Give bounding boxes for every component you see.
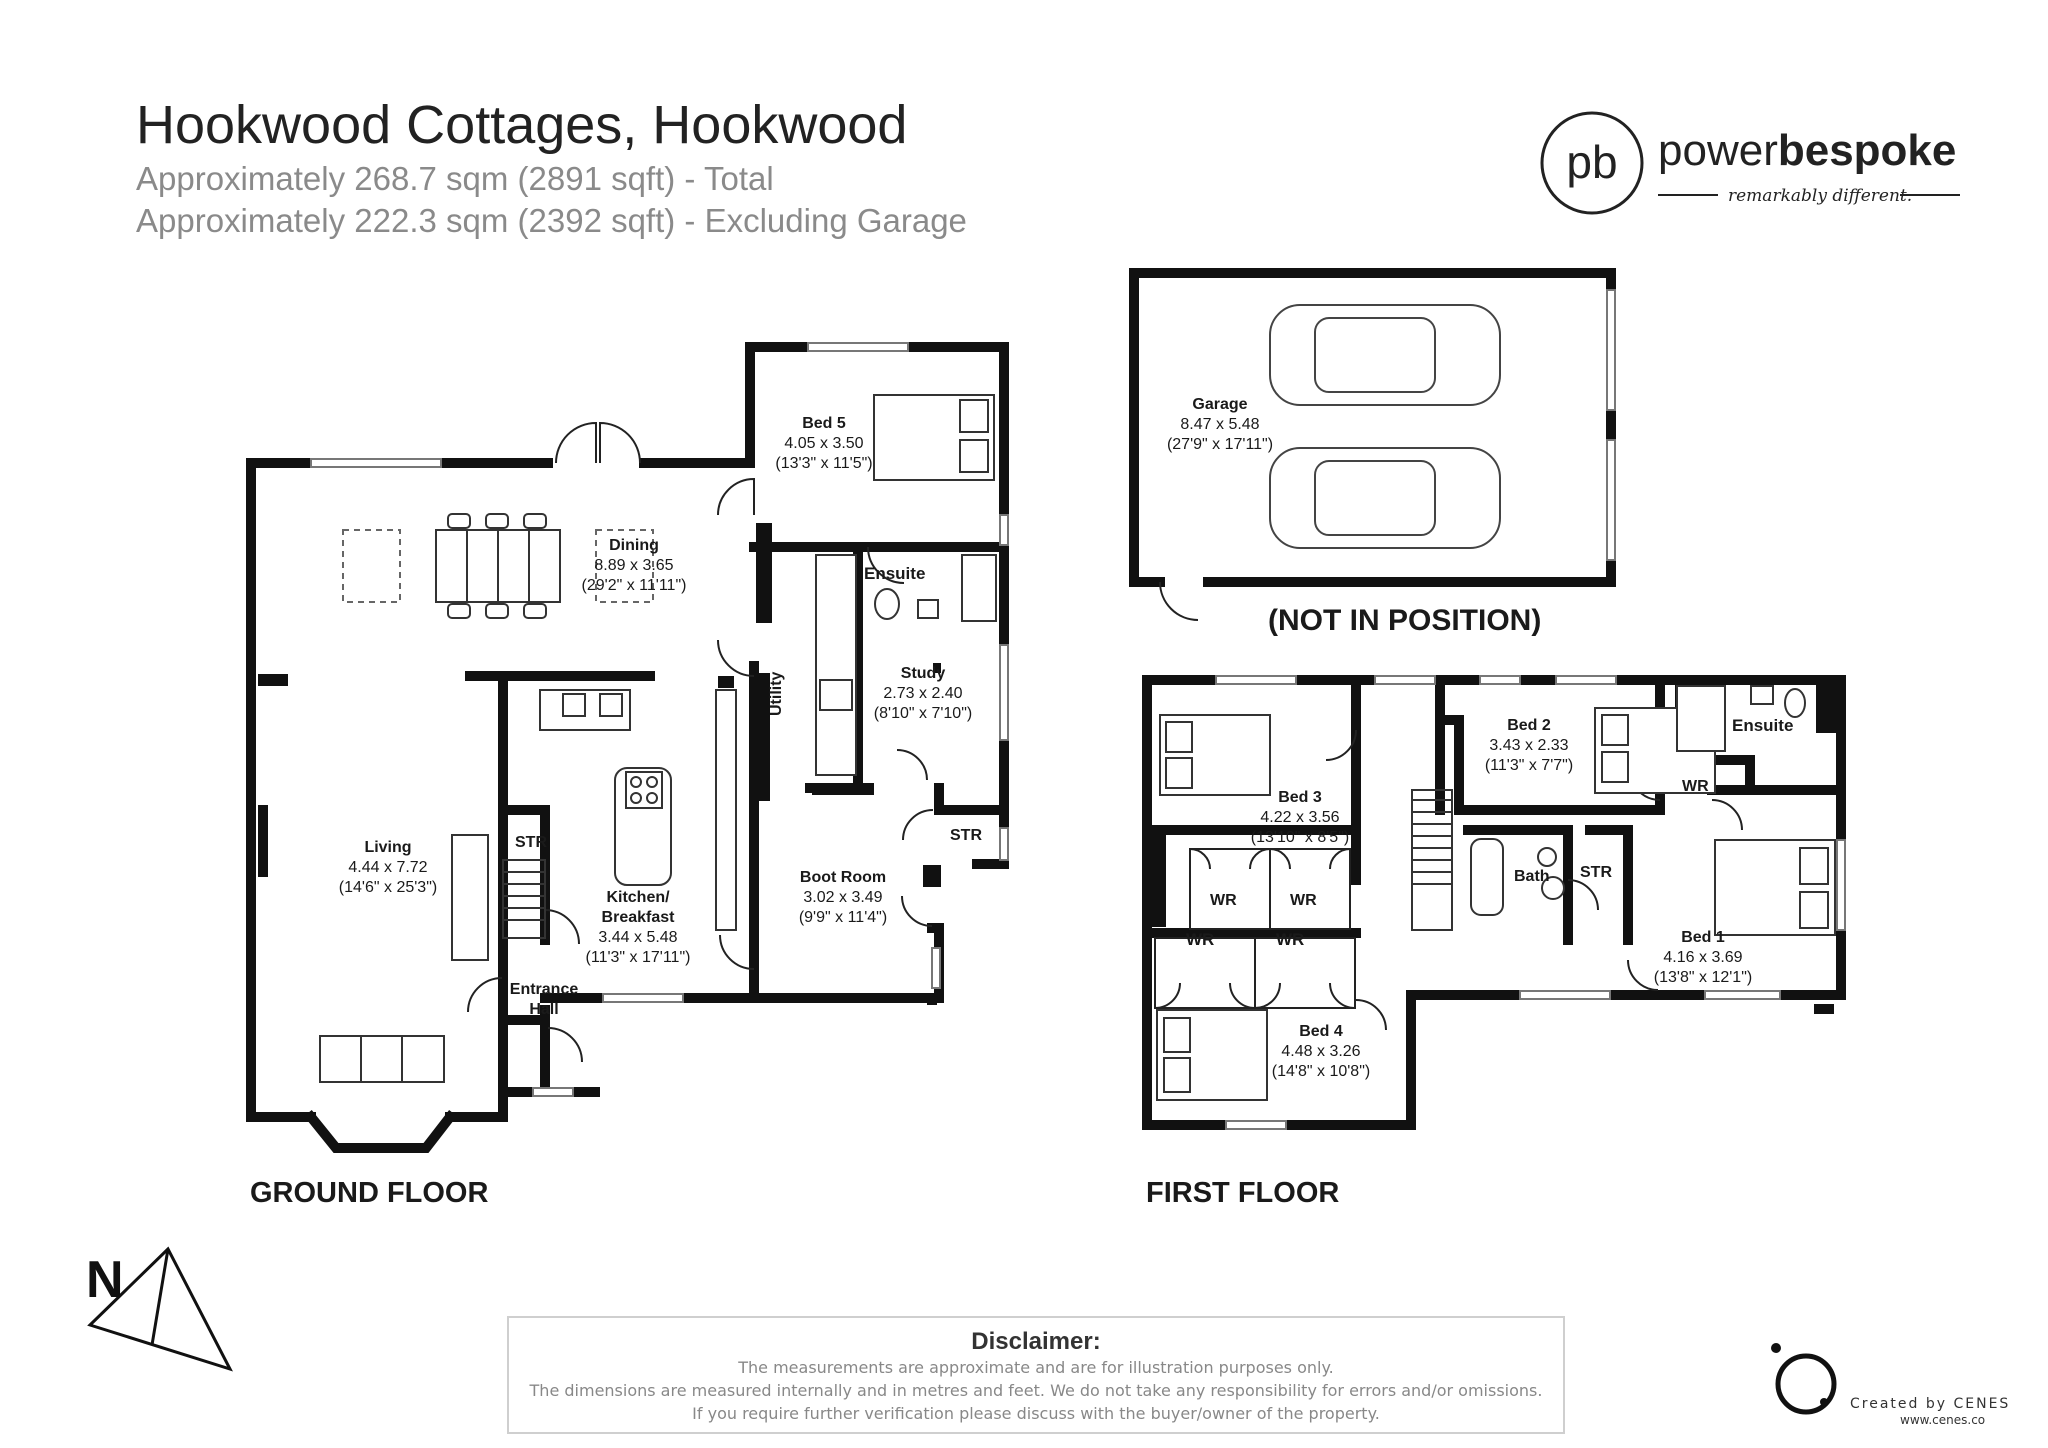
ground-floor-wall	[939, 788, 997, 810]
svg-text:www.cenes.co: www.cenes.co	[1900, 1413, 1986, 1427]
ground-floor-wall	[251, 463, 311, 1117]
room-str-boot: STR	[950, 827, 982, 844]
room-bath: Bath	[1514, 868, 1550, 885]
first-floor-label: FIRST FLOOR	[1146, 1177, 1340, 1209]
disclaimer-title: Disclaimer:	[971, 1328, 1101, 1355]
room-boot-room: Boot Room 3.02 x 3.49 (9'9" x 11'4")	[798, 869, 888, 926]
disclaimer-box	[507, 1316, 1565, 1434]
room-kitchen-breakfast: Kitchen/ Breakfast 3.44 x 5.48 (11'3" x 17'11")	[585, 889, 691, 966]
not-in-position-note: (NOT IN POSITION)	[1268, 604, 1542, 637]
room-study: Study 2.73 x 2.40 (8'10" x 7'10")	[873, 665, 973, 722]
room-dining: Dining 8.89 x 3.65 (29'2" x 11'11")	[581, 537, 687, 594]
room-wr-bed3-b: WR	[1290, 892, 1317, 909]
svg-text:N: N	[86, 1251, 124, 1309]
room-bed-1: Bed 1 4.16 x 3.69 (13'8" x 12'1")	[1653, 929, 1753, 986]
room-bed-5: Bed 5 4.05 x 3.50 (13'3" x 11'5")	[775, 415, 873, 472]
room-utility: Utility	[768, 671, 785, 716]
room-ensuite-first: Ensuite	[1732, 716, 1794, 735]
room-wr-bed4-a: WR	[1186, 930, 1215, 949]
area-excluding-garage: Approximately 222.3 sqm (2392 sqft) - Excluding Garage	[136, 202, 967, 239]
room-wr-bed3-a: WR	[1210, 892, 1237, 909]
disclaimer-line: The dimensions are measured internally and in metres and feet. We do not take any responsibility for errors and/or omissions.	[529, 1381, 1543, 1400]
room-wr-landing: WR	[1682, 778, 1709, 795]
svg-text:powerbespoke: powerbespoke	[1658, 126, 1957, 175]
north-compass-icon	[80, 1245, 260, 1375]
room-living: Living 4.44 x 7.72 (14'6" x 25'3")	[338, 839, 438, 896]
room-str-first: STR	[1580, 864, 1612, 881]
room-garage: Garage 8.47 x 5.48 (27'9" x 17'11")	[1166, 396, 1274, 453]
room-bed-3: Bed 3 4.22 x 3.56 (13'10" x 8'5")	[1250, 789, 1350, 846]
room-str-hall: STR	[515, 834, 547, 851]
room-wr-bed4-b: WR	[1276, 930, 1305, 949]
room-ensuite-ground: Ensuite	[864, 564, 926, 583]
ground-floor-label: GROUND FLOOR	[250, 1177, 489, 1209]
room-entrance-hall: Entrance Hall	[509, 981, 579, 1018]
page-title: Hookwood Cottages, Hookwood	[136, 95, 908, 155]
cenes-credit	[1770, 1340, 2040, 1430]
svg-text:pb: pb	[1566, 136, 1618, 188]
disclaimer-line: The measurements are approximate and are for illustration purposes only.	[738, 1358, 1334, 1377]
room-bed-4: Bed 4 4.48 x 3.26 (14'8" x 10'8")	[1271, 1023, 1371, 1080]
svg-text:remarkably different.: remarkably different.	[1728, 186, 1913, 206]
cenes-logo-icon	[1771, 1343, 1781, 1353]
area-total: Approximately 268.7 sqm (2891 sqft) - Total	[136, 160, 774, 197]
svg-text:Created by CENES: Created by CENES	[1850, 1396, 2011, 1412]
room-bed-2: Bed 2 3.43 x 2.33 (11'3" x 7'7")	[1484, 717, 1574, 774]
bay-window-wall	[311, 1117, 450, 1148]
disclaimer-line: If you require further verification please discuss with the buyer/owner of the property.	[692, 1404, 1380, 1423]
